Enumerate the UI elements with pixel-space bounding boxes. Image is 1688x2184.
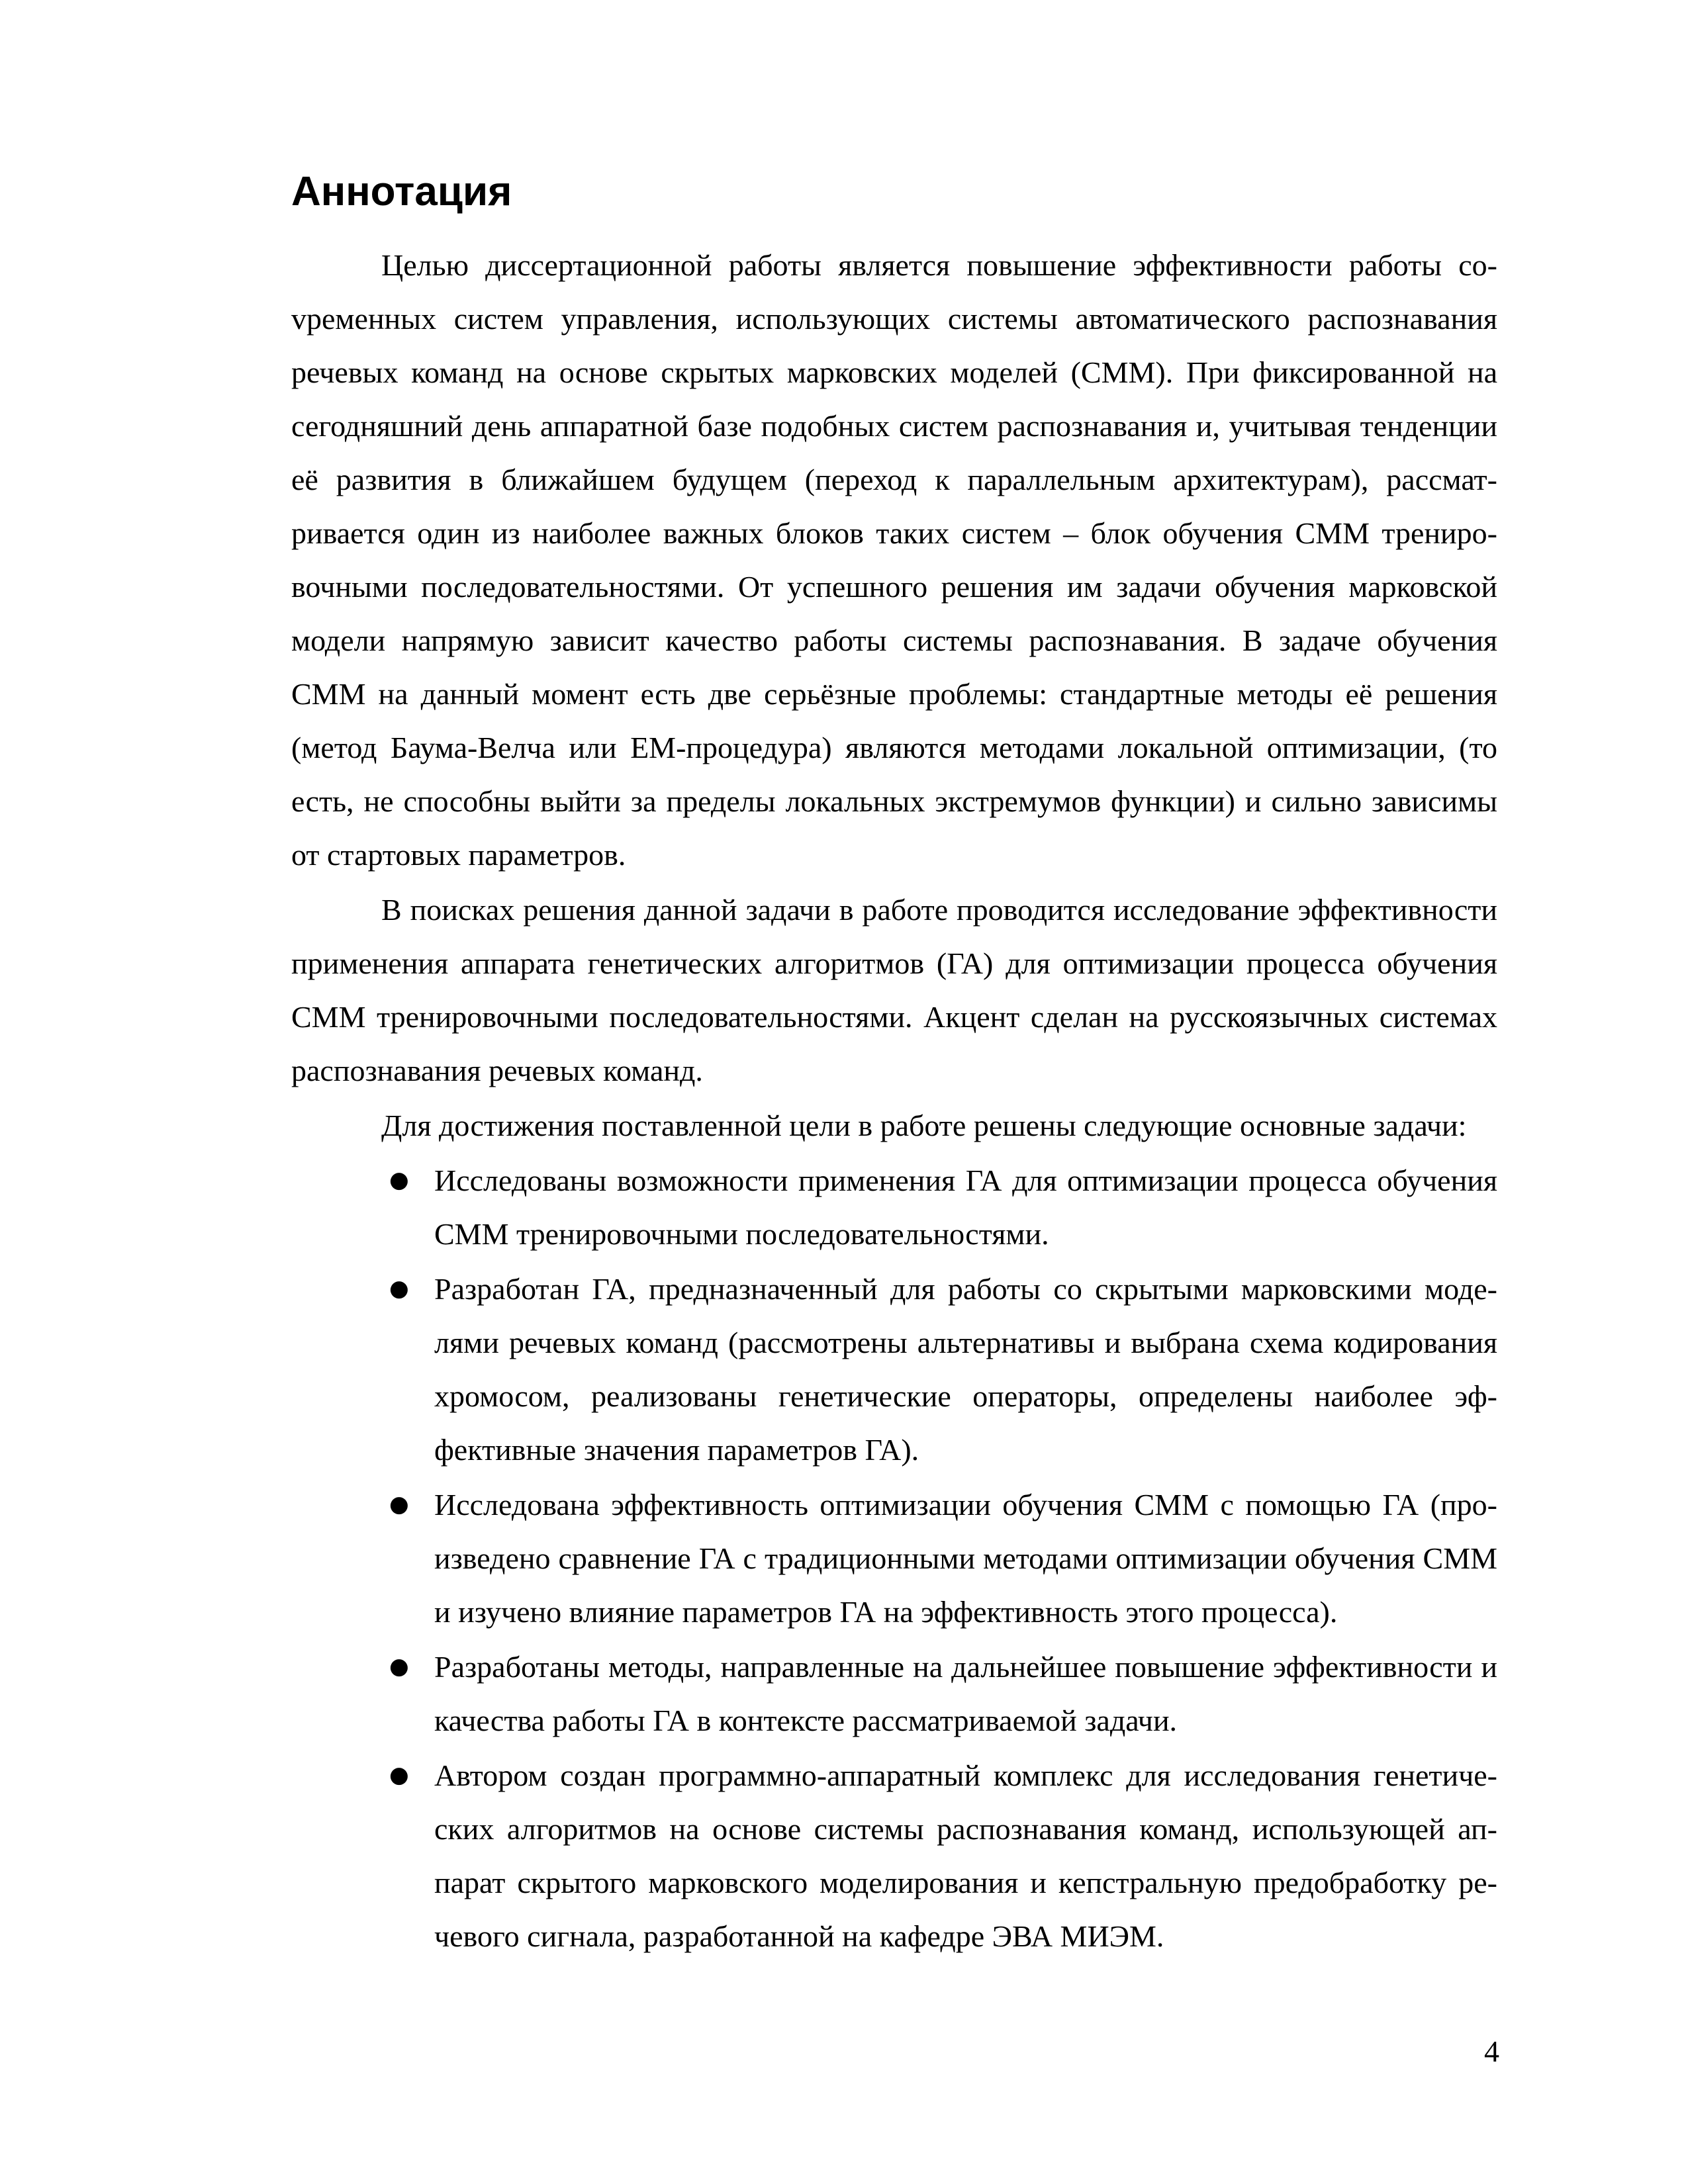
paragraph-approach: В поисках решения данной задачи в работе проводится исследование эффективности применения аппарата генетических алгоритмов (ГА) для оптимизации процесса обучения СММ тренировочными последовательностями. Акцент сделан на русскоязычных системах распознавания речевых команд. xyxy=(291,893,1497,1087)
bullet-icon: ● xyxy=(389,1167,409,1193)
annotation-body xyxy=(291,238,1497,1964)
list-item-text: Исследована эффективность оптимизации обучения СММ с помощью ГА (произведено сравнение ГА с традиционными методами оптимизации обучения СММ и изучено влияние параметров ГА на эффективность этого процесса). xyxy=(434,1488,1497,1629)
list-item xyxy=(291,1749,1497,1963)
page-title: Аннотация xyxy=(291,169,512,214)
bullet-icon: ● xyxy=(389,1653,409,1680)
list-item-text: Разработан ГА, предназначенный для работы со скрытыми марковскими моделями речевых команд (рассмотрены альтернативы и выбрана схема кодирования хромосом, реализованы генетические операторы, определены наиболее эффективные значения параметров ГА). xyxy=(434,1272,1497,1467)
paragraph-tasks-intro: Для достижения поставленной цели в работе решены следующие основные задачи: xyxy=(381,1109,1467,1142)
bullet-icon: ● xyxy=(389,1275,409,1302)
list-item-text: Разработаны методы, направленные на дальнейшее повышение эффективности и качества работы ГА в контексте рассматриваемой задачи. xyxy=(434,1650,1497,1737)
list-item xyxy=(291,1640,1497,1747)
paragraph-goal: Целью диссертационной работы является повышение эффективности работы соvременных систем управления, использующих системы автоматического распознавания речевых команд на основе скрытых марковских моделей (СММ). При фиксированной на сегодняшний день аппаратной базе подобных систем распознавания и, учитывая тенденции её развития в ближайшем будущем (переход к параллельным архитектурам), рассматривается один из наиболее важных блоков таких систем – блок обучения СММ тренировочными последовательностями. От успешного решения им задачи обучения марковской модели напрямую зависит качество работы системы распознавания. В задаче обучения СММ на данный момент есть две серьёзные проблемы: стандартные методы её решения (метод Баума-Велча или ЕМ-процедура) являются методами локальной оптимизации, (то есть, не способны выйти за пределы локальных экстремумов функции) и сильно зависимы от стартовых параметров. xyxy=(291,248,1497,872)
list-item xyxy=(291,1154,1497,1261)
tasks-list xyxy=(291,1154,1497,1963)
bullet-icon: ● xyxy=(389,1762,409,1788)
list-item xyxy=(291,1262,1497,1477)
page-number: 4 xyxy=(1484,2034,1499,2068)
list-item-text: Автором создан программно-аппаратный комплекс для исследования генетических алгоритмов на основе системы распознавания команд, использующей аппарат скрытого марковского моделирования и кепстральную предобработку речевого сигнала, разработанной на кафедре ЭВА МИЭМ. xyxy=(434,1758,1497,1953)
list-item xyxy=(291,1478,1497,1639)
bullet-icon: ● xyxy=(389,1491,409,1518)
list-item-text: Исследованы возможности применения ГА для оптимизации процесса обучения СММ тренировочными последовательностями. xyxy=(434,1163,1497,1251)
